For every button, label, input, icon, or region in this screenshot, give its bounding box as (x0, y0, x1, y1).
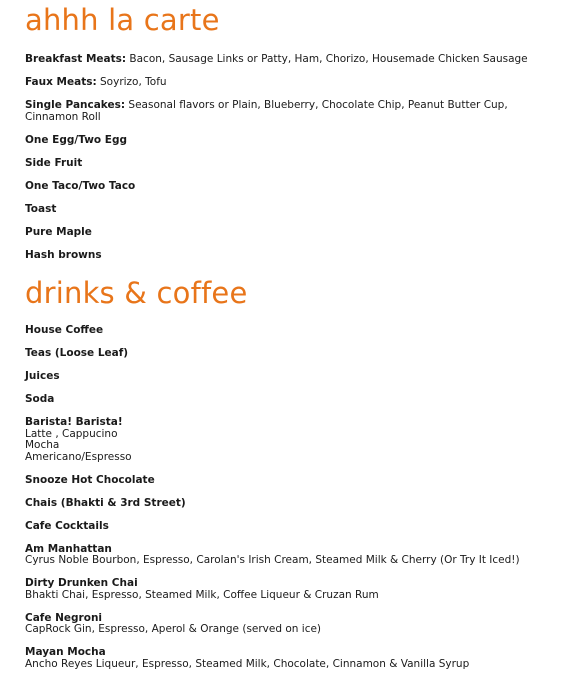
item-description-line: Bhakti Chai, Espresso, Steamed Milk, Coffee Liqueur & Cruzan Rum (25, 588, 379, 601)
item-name: Single Pancakes: (25, 99, 126, 111)
item-name: Am Manhattan (25, 542, 112, 555)
menu-item (25, 578, 559, 601)
item-name: Faux Meats: (25, 76, 97, 88)
item-name: Soda (25, 393, 55, 405)
menu-item (25, 54, 559, 66)
menu-item (25, 77, 559, 89)
item-name: Chais (Bhakti & 3rd Street) (25, 496, 186, 509)
item-name: One Egg/Two Egg (25, 133, 128, 146)
menu-item (25, 250, 559, 262)
menu-item (25, 325, 559, 337)
menu-item (25, 181, 559, 193)
menu-item (25, 227, 559, 239)
section-title-a-la-carte: ahhh la carte (25, 3, 220, 37)
item-name: Dirty Drunken Chai (25, 577, 138, 589)
item-name: Cafe Negroni (25, 611, 103, 624)
menu-item (25, 135, 559, 147)
section-title-drinks-coffee: drinks & coffee (25, 276, 248, 310)
item-name: Pure Maple (25, 225, 92, 238)
item-description: Soyrizo, Tofu (96, 76, 167, 88)
item-name: Hash browns (25, 248, 102, 261)
item-name: Barista! Barista! (25, 416, 123, 428)
item-description-line: Americano/Espresso (25, 450, 132, 463)
item-description-line: Mocha (25, 439, 60, 451)
menu-item (25, 417, 559, 463)
item-name: Mayan Mocha (25, 646, 106, 658)
menu-item (25, 371, 559, 383)
menu-item (25, 647, 559, 670)
item-name: House Coffee (25, 324, 104, 336)
item-description-line: Latte , Cappucino (25, 427, 118, 440)
item-description: Seasonal flavors or Plain, Blueberry, Chocolate Chip, Peanut Butter Cup, Cinnamon Roll (25, 99, 508, 123)
menu-item (25, 204, 559, 216)
item-name: Snooze Hot Chocolate (25, 473, 155, 486)
item-description: Bacon, Sausage Links or Patty, Ham, Chorizo, Housemade Chicken Sausage (126, 53, 528, 65)
menu-item (25, 158, 559, 170)
item-description-line: CapRock Gin, Espresso, Aperol & Orange (served on ice) (25, 623, 322, 635)
menu-item (25, 348, 559, 360)
item-name: Breakfast Meats: (25, 53, 127, 65)
item-name: Teas (Loose Leaf) (25, 347, 129, 359)
item-name: Toast (25, 202, 57, 215)
item-name: Cafe Cocktails (25, 519, 109, 532)
menu-item (25, 394, 559, 406)
menu-item (25, 521, 559, 533)
menu-item (25, 544, 559, 567)
menu-item (25, 475, 559, 487)
menu-item (25, 100, 559, 123)
item-name: Side Fruit (25, 156, 83, 169)
menu-item (25, 498, 559, 510)
item-name: One Taco/Two Taco (25, 179, 136, 192)
menu-item (25, 613, 559, 636)
item-description-line: Cyrus Noble Bourbon, Espresso, Carolan's Irish Cream, Steamed Milk & Cherry (Or Try It Iced!) (25, 554, 520, 566)
item-description-line: Ancho Reyes Liqueur, Espresso, Steamed Milk, Chocolate, Cinnamon & Vanilla Syrup (25, 657, 470, 670)
item-name: Juices (25, 370, 60, 382)
